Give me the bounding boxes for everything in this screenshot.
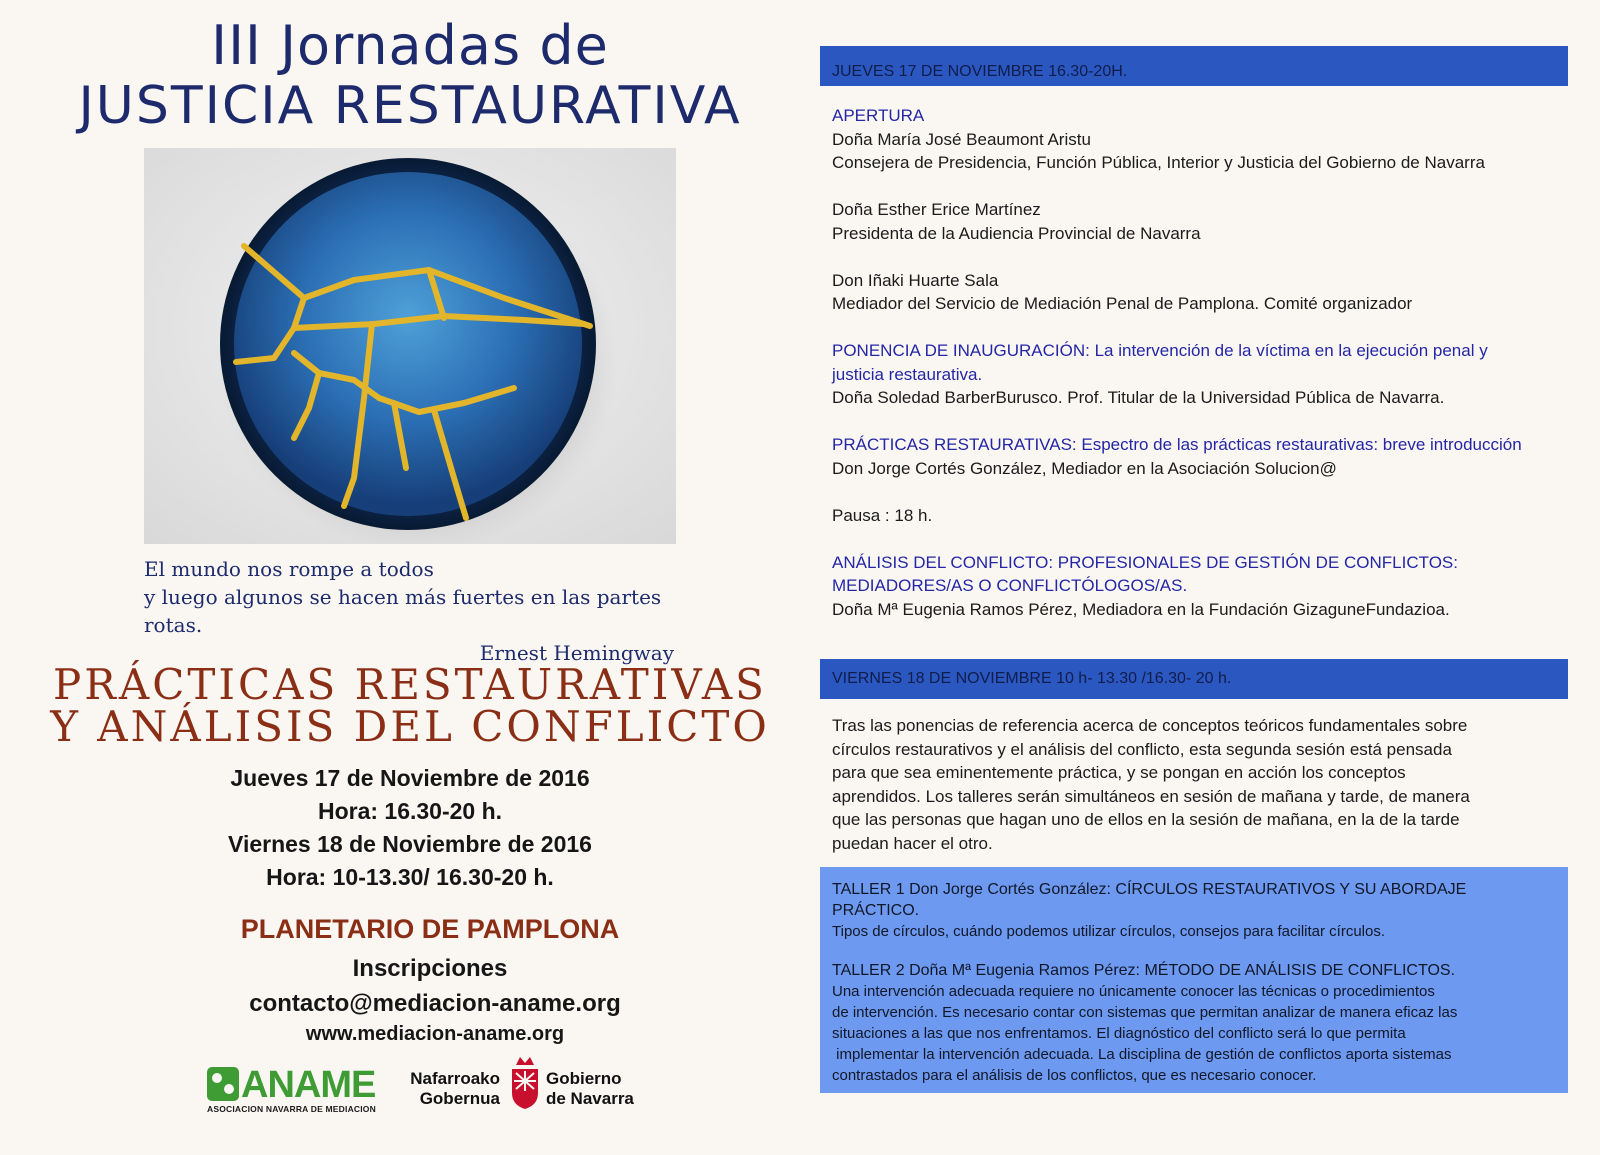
practicas-speaker: Don Jorge Cortés González, Mediador en la Asociación Solucion@ [832, 458, 1337, 478]
ponencia-section [832, 339, 1562, 410]
apertura-section [832, 104, 1562, 175]
gov-basque-line1: Nafarroako [410, 1069, 500, 1088]
website-link[interactable]: www.mediacion-aname.org [305, 1023, 565, 1045]
gov-basque-line2: Gobernua [419, 1089, 500, 1108]
aname-name: ANAME [241, 1064, 376, 1106]
taller1-body: Tipos de círculos, cuándo podemos utilizar círculos, consejos para facilitar círculos. [832, 923, 1386, 940]
speaker1-name: Doña María José Beaumont Aristu [832, 129, 1091, 149]
taller1-heading: TALLER 1 Don Jorge Cortés González: CÍRCULOS RESTAURATIVOS Y SU ABORDAJE PRÁCTICO. [832, 881, 1467, 919]
quote-line2: y luego algunos se hacen más fuertes en las partes rotas. [144, 585, 662, 637]
gov-spanish-line1: Gobierno [546, 1069, 622, 1088]
hemingway-quote [144, 555, 704, 667]
practicas-title: PRÁCTICAS RESTAURATIVAS: Espectro de las prácticas restaurativas: breve introducción [832, 435, 1522, 454]
speaker1-role: Consejera de Presidencia, Función Pública, Interior y Justicia del Gobierno de Navarra [832, 153, 1485, 172]
talleres-box [820, 867, 1568, 1093]
intro-line: que las personas que hagan uno de ellos en la sesión de mañana, en la de la tarde [832, 810, 1460, 829]
event-title-line1: III Jornadas de [211, 14, 609, 77]
analisis-section [832, 551, 1562, 622]
aname-logo [207, 1063, 376, 1115]
gov-spanish-name [546, 1069, 634, 1109]
analisis-title-line1: ANÁLISIS DEL CONFLICTO: PROFESIONALES DE GESTIÓN DE CONFLICTOS: [832, 552, 1458, 572]
intro-line: Tras las ponencias de referencia acerca de conceptos teóricos fundamentales sobre [832, 716, 1468, 735]
speaker2-section [832, 198, 1562, 245]
taller2-line: Una intervención adecuada requiere no únicamente conocer las técnicas o procedimientos [832, 983, 1435, 1000]
taller2-line: de intervención. Es necesario contar con sistemas que permitan analizar de manera eficaz las [832, 1004, 1458, 1021]
schedule-day2-time: Hora: 10-13.30/ 16.30-20 h. [266, 864, 554, 890]
theme-title-line1: PRÁCTICAS RESTAURATIVAS [53, 660, 767, 709]
schedule-day1-time: Hora: 16.30-20 h. [317, 798, 503, 824]
quote-author: Ernest Hemingway [479, 641, 674, 665]
intro-line: círculos restaurativos y el análisis del conflicto, esta segunda sesión está pensada [832, 739, 1452, 759]
day1-program [832, 104, 1562, 621]
speaker2-name: Doña Esther Erice Martínez [832, 200, 1041, 219]
registration-email[interactable]: contacto@mediacion-aname.org [249, 990, 621, 1017]
venue: PLANETARIO DE PAMPLONA [240, 914, 620, 944]
registration-label: Inscripciones [352, 955, 508, 982]
speaker3-name: Don Iñaki Huarte Sala [832, 270, 999, 290]
aname-mark-icon [207, 1067, 239, 1101]
ponencia-title-line1: PONENCIA DE INAUGURACIÓN: La intervención de la víctima en la ejecución penal y [832, 341, 1488, 360]
practicas-section [832, 433, 1562, 480]
analisis-speaker: Doña Mª Eugenia Ramos Pérez, Mediadora en la Fundación GizaguneFundazioa. [832, 599, 1450, 619]
intro-line: para que sea eminentemente práctica, y se pongan en acción los conceptos [832, 763, 1406, 782]
aname-subtitle: ASOCIACION NAVARRA DE MEDIACION [207, 1104, 376, 1114]
taller2-line: implementar la intervención adecuada. La disciplina de gestión de conflictos aporta sistemas [832, 1046, 1452, 1063]
pausa: Pausa : 18 h. [832, 505, 933, 525]
schedule-day1-date: Jueves 17 de Noviembre de 2016 [230, 765, 590, 791]
intro-line: puedan hacer el otro. [832, 833, 993, 853]
day2-header-bar: VIERNES 18 DE NOVIEMBRE 10 h- 13.30 /16.30- 20 h. [820, 659, 1568, 699]
speaker3-role: Mediador del Servicio de Mediación Penal de Pamplona. Comité organizador [832, 294, 1413, 313]
quote-line1: El mundo nos rompe a todos [144, 557, 434, 581]
event-schedule [0, 762, 820, 894]
speaker2-role: Presidenta de la Audiencia Provincial de Navarra [832, 223, 1201, 243]
gov-basque-name [410, 1069, 500, 1109]
day2-intro [832, 714, 1532, 855]
schedule-day2-date: Viernes 18 de Noviembre de 2016 [228, 831, 592, 857]
event-title-line2: JUSTICIA RESTAURATIVA [78, 76, 742, 136]
intro-line: aprendidos. Los talleres serán simultáneos en sesión de mañana y tarde, de manera [832, 786, 1470, 806]
ponencia-speaker: Doña Soledad BarberBurusco. Prof. Titular de la Universidad Pública de Navarra. [832, 388, 1445, 407]
gobierno-navarra-logo [410, 1055, 640, 1115]
ponencia-title-line2: justicia restaurativa. [832, 364, 983, 384]
taller2-heading: TALLER 2 Doña Mª Eugenia Ramos Pérez: MÉTODO DE ANÁLISIS DE CONFLICTOS. [832, 962, 1456, 979]
speaker3-section [832, 269, 1562, 316]
gov-spanish-line2: de Navarra [546, 1089, 634, 1108]
apertura-label: APERTURA [832, 106, 925, 125]
navarra-shield-icon [508, 1055, 542, 1111]
taller2-line: situaciones a las que nos enfrentamos. El diagnóstico del conflicto será lo que permita [832, 1025, 1406, 1042]
day1-header-bar: JUEVES 17 DE NOVIEMBRE 16.30-20H. [820, 46, 1568, 86]
analisis-title-line2: MEDIADORES/AS O CONFLICTÓLOGOS/AS. [832, 576, 1188, 595]
kintsugi-bowl-image [144, 148, 676, 544]
taller2-line: contrastados para el análisis de los conflictos, que es necesario conocer. [832, 1067, 1317, 1084]
theme-title-line2: Y ANÁLISIS DEL CONFLICTO [50, 702, 770, 751]
